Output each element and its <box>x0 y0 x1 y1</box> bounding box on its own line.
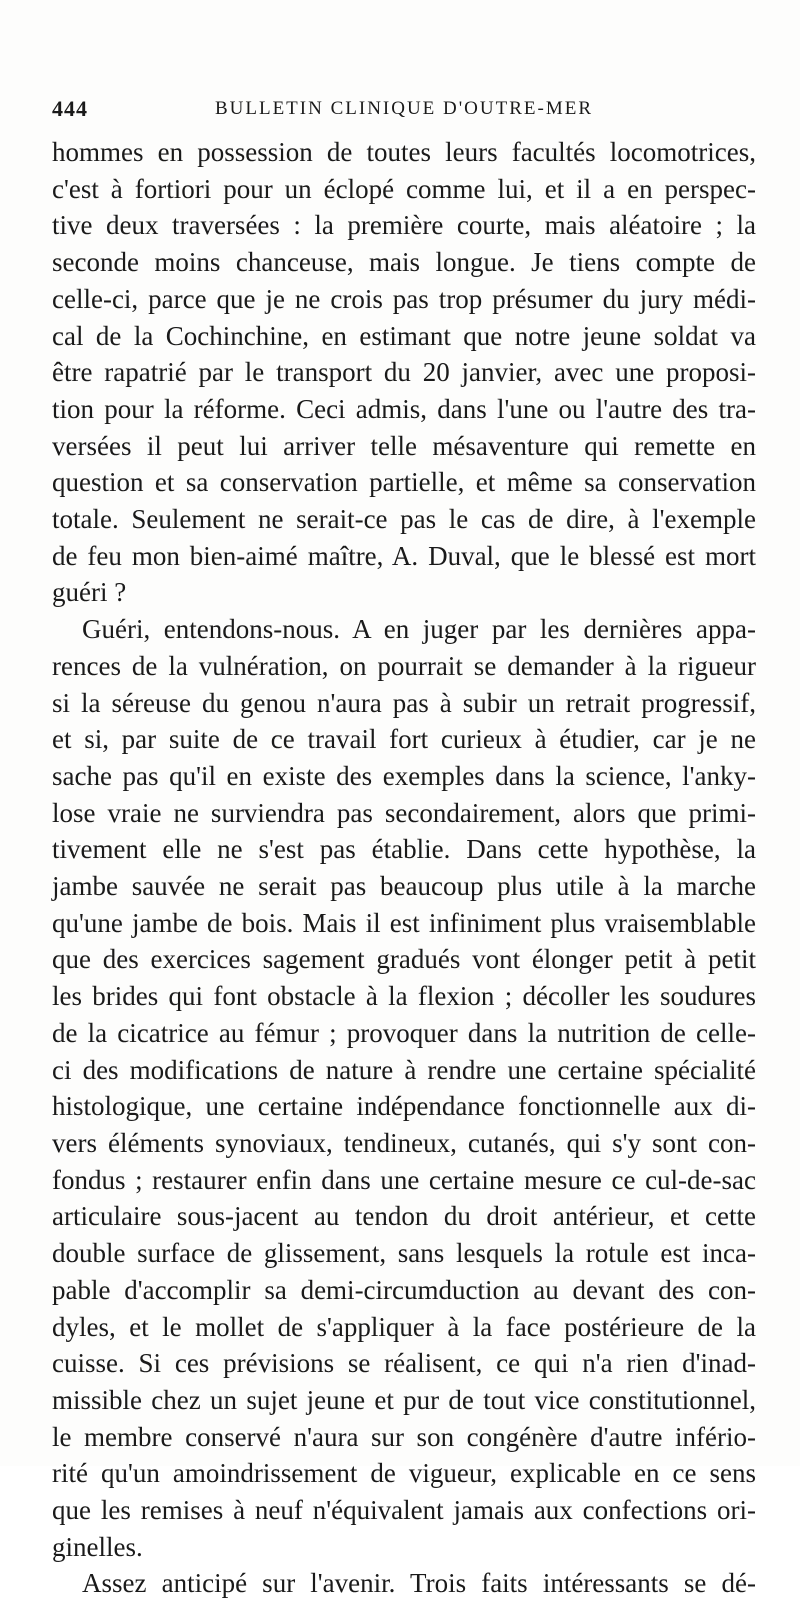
text-line: de feu mon bien-aimé maître, A. Duval, que le blessé est mort <box>52 540 756 571</box>
text-line: celle-ci, parce que je ne crois pas trop présumer du jury médi- <box>52 283 756 314</box>
text-line: missible chez un sujet jeune et pur de tout vice constitutionnel, <box>52 1384 756 1415</box>
text-line: versées il peut lui arriver telle mésaventure qui remette en <box>52 430 756 461</box>
text-line: lose vraie ne surviendra pas secondairement, alors que primi- <box>52 797 756 828</box>
paragraph <box>52 611 756 1565</box>
text-line: ginelles. <box>52 1531 143 1562</box>
text-line: Guéri, entendons-nous. A en juger par les dernières appa- <box>82 614 756 645</box>
text-line: et si, par suite de ce travail fort curieux à étudier, car je ne <box>52 724 756 755</box>
text-line: les brides qui font obstacle à la flexion ; décoller les soudures <box>52 981 756 1012</box>
text-line: tive deux traversées : la première courte, mais aléatoire ; la <box>52 210 756 241</box>
text-line: jambe sauvée ne serait pas beaucoup plus utile à la marche <box>52 871 756 902</box>
text-line: que les remises à neuf n'équivalent jamais aux confections ori- <box>52 1495 756 1526</box>
text-line: hommes en possession de toutes leurs facultés locomotrices, <box>52 137 756 167</box>
text-line: rences de la vulnération, on pourrait se demander à la rigueur <box>52 650 756 681</box>
text-line: vers éléments synoviaux, tendineux, cutanés, qui s'y sont con- <box>52 1127 756 1158</box>
text-line: double surface de glissement, sans lesquels la rotule est inca- <box>52 1238 756 1269</box>
paragraph <box>52 134 756 611</box>
text-line: tivement elle ne s'est pas établie. Dans cette hypothèse, la <box>52 834 756 865</box>
text-line: tion pour la réforme. Ceci admis, dans l'une ou l'autre des tra- <box>52 393 756 424</box>
text-line: cuisse. Si ces prévisions se réalisent, ce qui n'a rien d'inad- <box>52 1348 756 1379</box>
journal-title: BULLETIN CLINIQUE D'OUTRE-MER <box>214 98 594 119</box>
page-number: 444 <box>52 96 88 121</box>
text-line: dyles, et le mollet de s'appliquer à la face postérieure de la <box>52 1311 756 1342</box>
text-line: fondus ; restaurer enfin dans une certaine mesure ce cul-de-sac <box>52 1164 756 1195</box>
text-line: le membre conservé n'aura sur son congénère d'autre infério- <box>52 1421 756 1452</box>
text-line: sache pas qu'il en existe des exemples dans la science, l'anky- <box>52 760 756 791</box>
text-line: histologique, une certaine indépendance fonctionnelle aux di- <box>52 1091 756 1122</box>
text-line: seconde moins chanceuse, mais longue. Je tiens compte de <box>52 247 756 278</box>
text-line: cal de la Cochinchine, en estimant que notre jeune soldat va <box>52 320 756 351</box>
text-line: que des exercices sagement gradués vont élonger petit à petit <box>52 944 756 975</box>
text-line: articulaire sous-jacent au tendon du droit antérieur, et cette <box>52 1201 756 1232</box>
paragraph <box>52 1565 756 1602</box>
text-line: si la séreuse du genou n'aura pas à subir un retrait progressif, <box>52 687 756 718</box>
text-line: être rapatrié par le transport du 20 janvier, avec une proposi- <box>52 357 756 388</box>
body-text <box>52 134 756 1602</box>
text-line: rité qu'un amoindrissement de vigueur, explicable en ce sens <box>52 1458 756 1489</box>
text-line: de la cicatrice au fémur ; provoquer dans la nutrition de celle- <box>52 1017 756 1048</box>
text-line: c'est à fortiori pour un éclopé comme lui, et il a en perspec- <box>52 173 756 204</box>
running-head <box>52 96 756 124</box>
text-line: question et sa conservation partielle, et même sa conservation <box>52 467 756 498</box>
text-line: pable d'accomplir sa demi-circumduction au devant des con- <box>52 1274 756 1305</box>
text-line: Assez anticipé sur l'avenir. Trois faits intéressants se dé- <box>82 1568 756 1599</box>
text-line: ci des modifications de nature à rendre une certaine spécialité <box>52 1054 756 1085</box>
text-line: qu'une jambe de bois. Mais il est infiniment plus vraisemblable <box>52 907 756 938</box>
text-line: guéri ? <box>52 577 127 608</box>
text-line: totale. Seulement ne serait-ce pas le cas de dire, à l'exemple <box>52 504 756 535</box>
